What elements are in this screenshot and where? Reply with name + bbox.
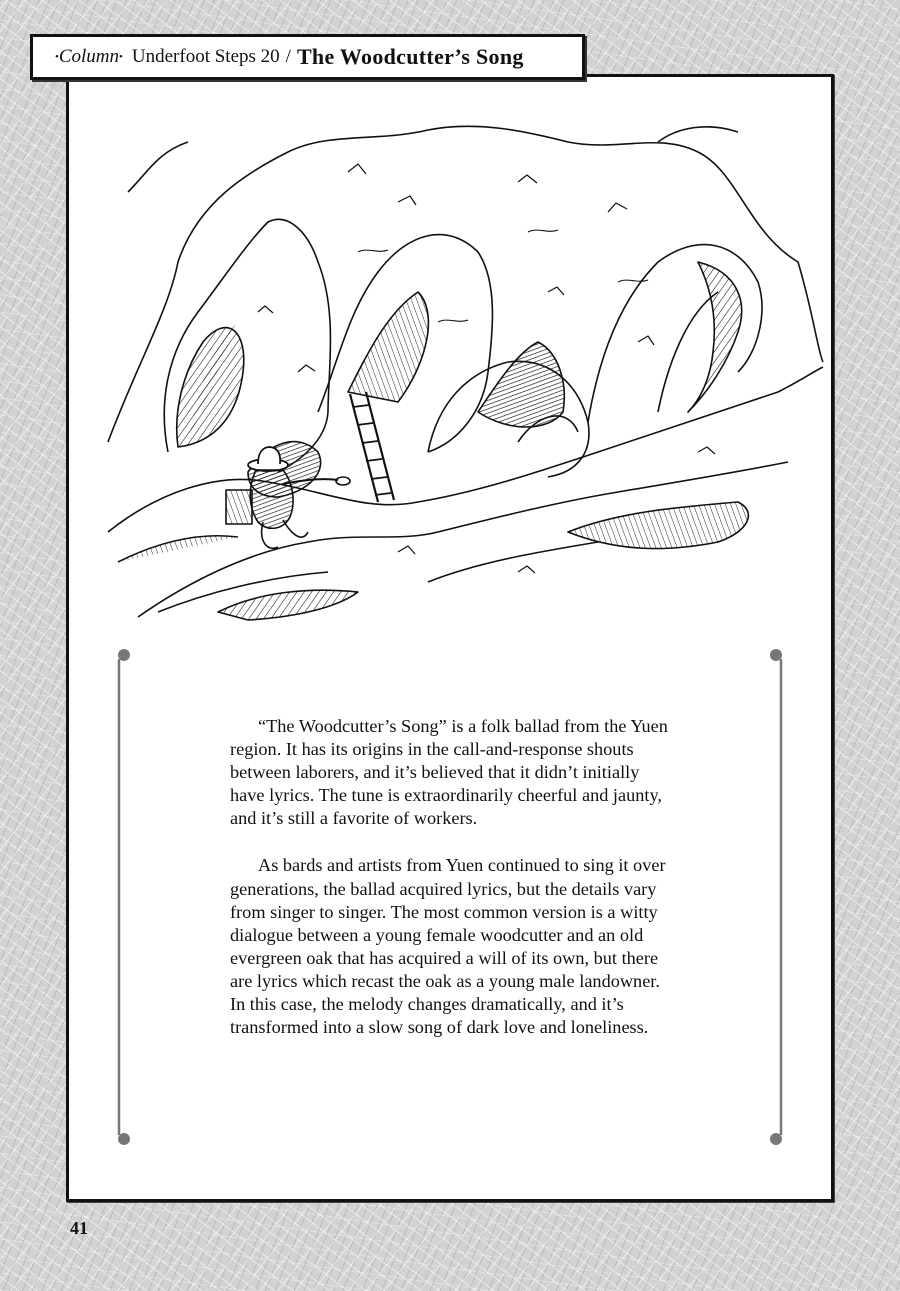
text-panel [115,645,785,1148]
series-label: Underfoot Steps 20 [131,46,280,67]
article-title: The Woodcutter’s Song [296,44,524,69]
article-body [230,715,670,1063]
header-separator: / [285,46,291,67]
paragraph-1: “The Woodcutter’s Song” is a folk ballad from the Yuen region. It has its origins in the call-and-response shouts between laborers, and it’s believed that it didn’t initially have lyrics. The tune is extraordinarily cheerful and jaunty, and it’s still a favorite of workers. [230,716,668,829]
left-bracket-ornament [115,645,131,1148]
page-number: 41 [70,1218,88,1238]
right-bracket-ornament [769,645,785,1148]
column-label: Column [58,46,120,67]
paragraph-2: As bards and artists from Yuen continued to sing it over generations, the ballad acquired lyrics, but the details vary from singer to singer. The most common version is a witty dialogue between a young female woodcutter and an old evergreen oak that has acquired a will of its own, but there are lyrics which recast the oak as a young male landowner. In this case, the melody changes dramatically, and it’s transformed into a slow song of dark love and loneliness. [230,855,666,1038]
illustration [98,112,828,622]
column-tag: •Column• [55,46,123,67]
column-header [30,34,585,80]
